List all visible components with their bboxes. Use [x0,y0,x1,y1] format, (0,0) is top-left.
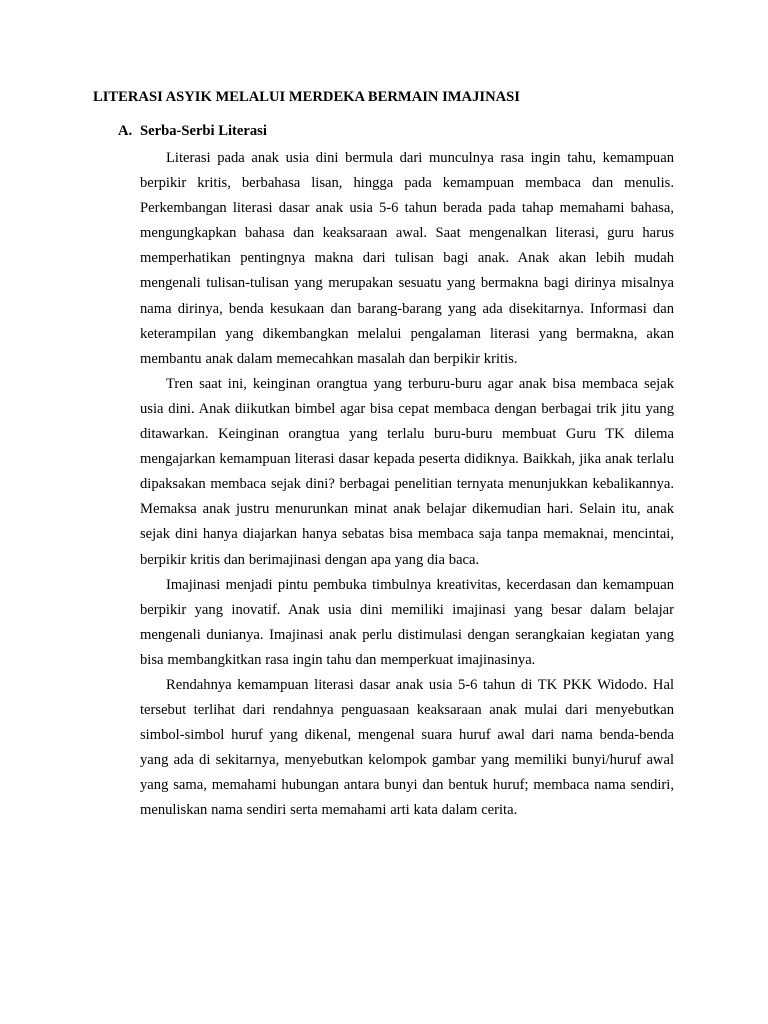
paragraph-2: Tren saat ini, keinginan orangtua yang terburu-buru agar anak bisa membaca sejak usia dini. Anak diikutkan bimbel agar bisa cepat membaca dengan berbagai trik jitu yang ditawarkan. Keinginan orangtua yang terlalu buru-buru membuat Guru TK dilema mengajarkan kemampuan literasi dasar kepada peserta didiknya. Baikkah, jika anak terlalu dipaksakan membaca sejak dini? berbagai penelitian ternyata menunjukkan kebalikannya. Memaksa anak justru menurunkan minat anak belajar dikemudian hari. Selain itu, anak sejak dini hanya diajarkan hanya sebatas bisa membaca saja tanpa memaknai, mencintai, berpikir kritis dan berimajinasi dengan apa yang dia baca. [140,375,674,568]
section-heading-text: Serba-Serbi Literasi [140,123,267,139]
document-title: LITERASI ASYIK MELALUI MERDEKA BERMAIN IMAJINASI [93,89,520,105]
paragraph-1: Literasi pada anak usia dini bermula dari munculnya rasa ingin tahu, kemampuan berpikir kritis, berbahasa lisan, hingga pada kemampuan membaca dan menulis. Perkembangan literasi dasar anak usia 5-6 tahun berada pada tahap memahami bahasa, mengungkapkan bahasa dan keaksaraan awal. Saat mengenalkan literasi, guru harus memperhatikan pentingnya makna dari tulisan bagi anak. Anak akan lebih mudah mengenali tulisan-tulisan yang merupakan sesuatu yang bermakna bagi dirinya misalnya nama dirinya, benda kesukaan dan barang-barang yang ada disekitarnya. Informasi dan keterampilan yang dikembangkan melalui pengalaman literasi yang bermakna, akan membantu anak dalam memecahkan masalah dan berpikir kritis. [140,150,674,367]
body-text [140,146,674,824]
section-heading [118,121,267,141]
paragraph-4: Rendahnya kemampuan literasi dasar anak usia 5-6 tahun di TK PKK Widodo. Hal tersebut terlihat dari rendahnya penguasaan keaksaraan anak mulai dari menyebutkan simbol-simbol huruf yang dikenal, mengenal suara huruf awal dari nama benda-benda yang ada di sekitarnya, menyebutkan kelompok gambar yang memiliki bunyi/huruf awal yang sama, memahami hubungan antara bunyi dan bentuk huruf; membaca nama sendiri, menuliskan nama sendiri serta memahami arti kata dalam cerita. [140,676,674,819]
section-marker: A. [118,123,133,139]
paragraph-3: Imajinasi menjadi pintu pembuka timbulnya kreativitas, kecerdasan dan kemampuan berpikir yang inovatif. Anak usia dini memiliki imajinasi yang besar dalam belajar mengenali dunianya. Imajinasi anak perlu distimulasi dengan serangkaian kegiatan yang bisa membangkitkan rasa ingin tahu dan memperkuat imajinasinya. [140,576,674,668]
